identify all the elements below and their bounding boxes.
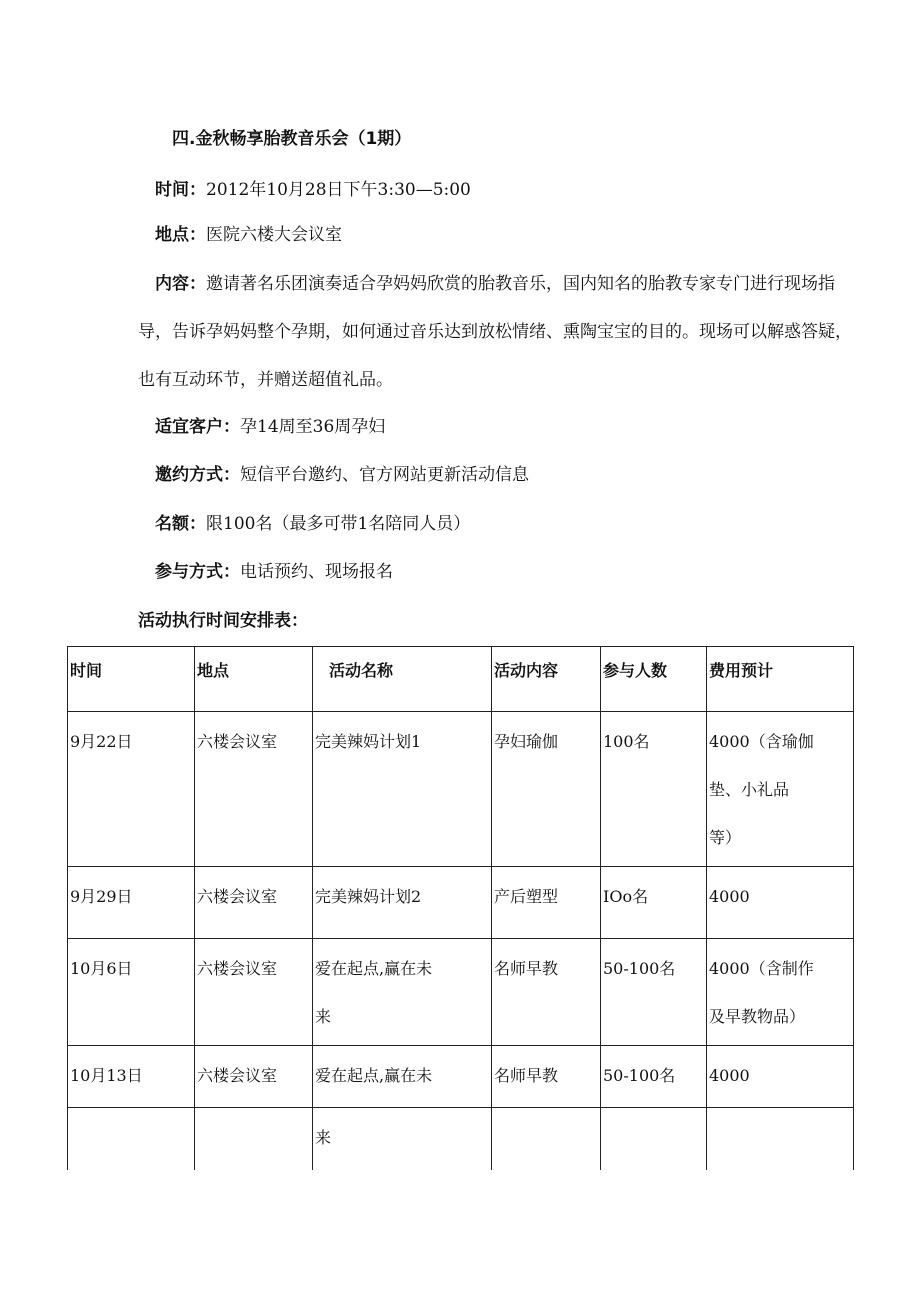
content-line-2: 导，告诉孕妈妈整个孕期，如何通过音乐达到放松情绪、熏陶宝宝的目的。现场可以解惑答疑， [138, 322, 852, 342]
cell-empty [68, 1108, 195, 1170]
content-label: 内容： [155, 274, 206, 294]
cell-cost: 4000 [707, 867, 854, 939]
location-row [155, 223, 342, 247]
cost-line: 4000（含制作 [709, 959, 814, 978]
cell-activity-name-cont: 来 [313, 1108, 492, 1170]
cell-place: 六楼会议室 [195, 712, 313, 867]
participation-row [155, 560, 393, 584]
content-row [155, 272, 835, 296]
invite-label: 邀约方式： [155, 465, 240, 485]
time-label: 时间： [155, 180, 206, 200]
cell-activity-content: 名师早教 [492, 1046, 601, 1108]
content-line-3: 也有互动环节，并赠送超值礼品。 [138, 370, 393, 390]
time-row [155, 178, 471, 202]
cell-activity-name: 完美辣妈计划1 [313, 712, 492, 867]
cell-cost [707, 939, 854, 1046]
header-activity-content: 活动内容 [492, 647, 601, 712]
section-title: 四.金秋畅享胎教音乐会（1期） [172, 129, 412, 149]
cell-activity-content: 产后塑型 [492, 867, 601, 939]
quota-value: 限100名（最多可带1名陪同人员） [206, 514, 471, 534]
cell-empty [195, 1108, 313, 1170]
cost-line: 等） [709, 828, 742, 847]
cell-date: 10月6日 [68, 939, 195, 1046]
quota-row [155, 512, 470, 536]
header-participants: 参与人数 [601, 647, 707, 712]
header-activity-name: 活动名称 [313, 647, 492, 712]
table-row-continuation [68, 1108, 854, 1170]
cell-date: 9月22日 [68, 712, 195, 867]
time-value: 2012年10月28日下午3:30—5:00 [206, 180, 471, 200]
cost-line: 垫、小礼品 [709, 780, 790, 799]
customers-value: 孕14周至36周孕妇 [240, 417, 386, 437]
cost-line: 4000（含瑜伽 [709, 732, 814, 751]
schedule-title: 活动执行时间安排表： [138, 611, 308, 631]
participation-label: 参与方式： [155, 562, 240, 582]
cell-date: 9月29日 [68, 867, 195, 939]
cell-participants: IOo名 [601, 867, 707, 939]
cell-cost: 4000 [707, 1046, 854, 1108]
table-row [68, 939, 854, 1046]
cost-line: 及早教物品） [709, 1007, 806, 1026]
cell-activity-name [313, 939, 492, 1046]
header-place: 地点 [195, 647, 313, 712]
cell-empty [707, 1108, 854, 1170]
content-line-1: 邀请著名乐团演奏适合孕妈妈欣赏的胎教音乐，国内知名的胎教专家专门进行现场指 [206, 274, 835, 294]
cell-place: 六楼会议室 [195, 1046, 313, 1108]
customers-row [155, 415, 385, 439]
cell-participants: 50-100名 [601, 1046, 707, 1108]
cell-place: 六楼会议室 [195, 939, 313, 1046]
cell-activity-content: 孕妇瑜伽 [492, 712, 601, 867]
cell-cost [707, 712, 854, 867]
location-label: 地点： [155, 225, 206, 245]
customers-label: 适宜客户： [155, 417, 240, 437]
table-header-row [68, 647, 854, 712]
quota-label: 名额： [155, 514, 206, 534]
name-line: 来 [315, 1007, 332, 1026]
location-value: 医院六楼大会议室 [206, 225, 342, 245]
table-row [68, 1046, 854, 1108]
cell-activity-name: 完美辣妈计划2 [313, 867, 492, 939]
header-time: 时间 [68, 647, 195, 712]
schedule-table [67, 646, 854, 1170]
cell-date: 10月13日 [68, 1046, 195, 1108]
table-row [68, 867, 854, 939]
cell-participants: 50-100名 [601, 939, 707, 1046]
participation-value: 电话预约、现场报名 [240, 562, 393, 582]
name-line: 爱在起点,赢在未 [315, 959, 433, 978]
cell-activity-content: 名师早教 [492, 939, 601, 1046]
cell-place: 六楼会议室 [195, 867, 313, 939]
invite-row [155, 463, 529, 487]
table-row [68, 712, 854, 867]
cell-activity-name: 爱在起点,赢在未 [313, 1046, 492, 1108]
invite-value: 短信平台邀约、官方网站更新活动信息 [240, 465, 529, 485]
cell-empty [601, 1108, 707, 1170]
cell-empty [492, 1108, 601, 1170]
cell-participants: 100名 [601, 712, 707, 867]
header-cost: 费用预计 [707, 647, 854, 712]
